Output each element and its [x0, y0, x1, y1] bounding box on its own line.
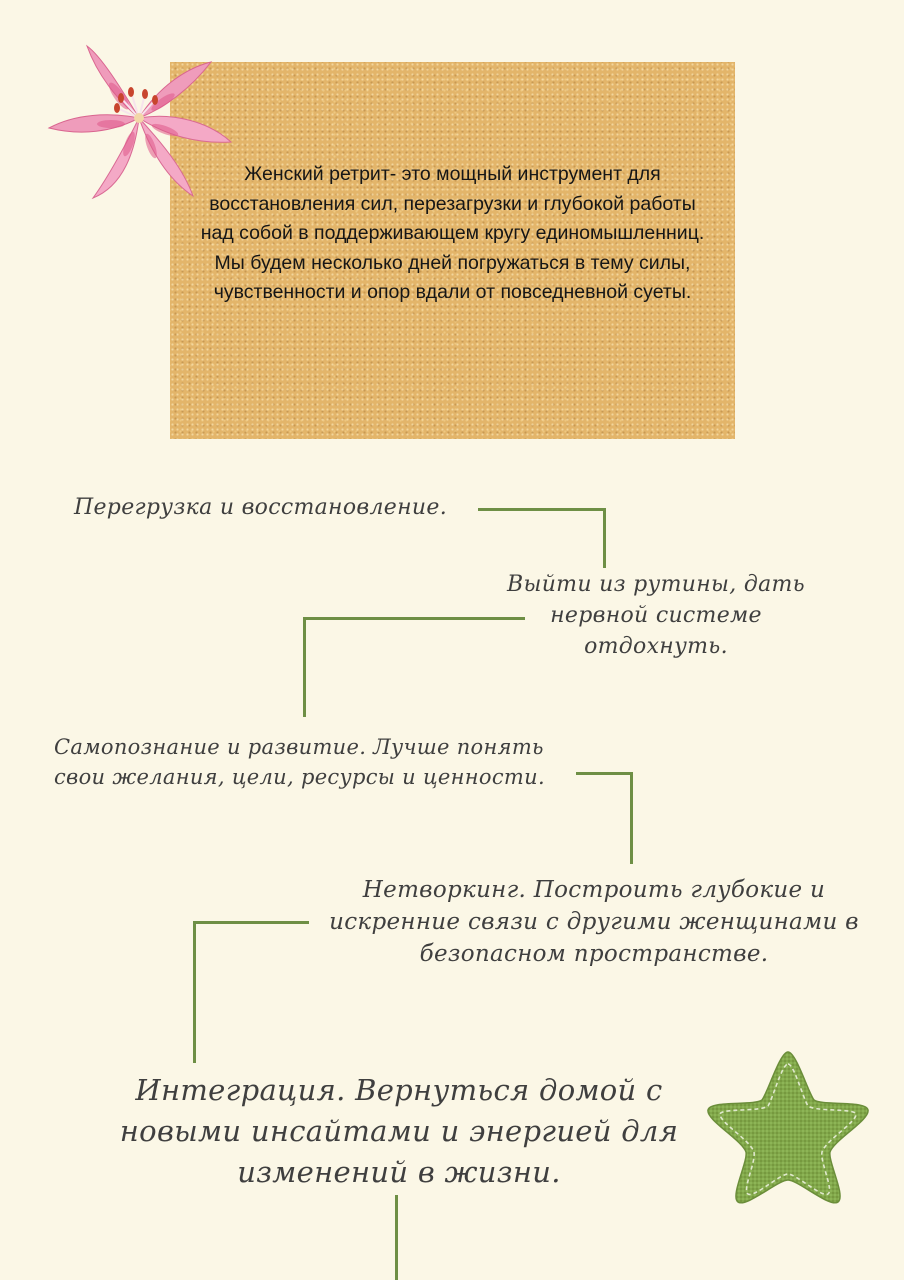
- connector-line: [630, 772, 633, 864]
- connector-line: [193, 921, 196, 1063]
- connector-line: [576, 772, 633, 775]
- connector-line: [303, 617, 525, 620]
- step-self-knowledge-text: Самопознание и развитие. Лучше понять свои желания, цели, ресурсы и ценности.: [54, 735, 545, 789]
- connector-line: [478, 508, 606, 511]
- step-networking-text: Нетворкинг. Построить глубокие и искренние связи с другими женщинами в безопасном пространстве.: [329, 877, 859, 967]
- step-routine-text: Выйти из рутины, дать нервной системе отдохнуть.: [507, 572, 805, 659]
- connector-line: [303, 617, 306, 717]
- connector-line: [395, 1195, 398, 1280]
- green-fabric-star-icon: [704, 1048, 872, 1208]
- connector-line: [603, 508, 606, 568]
- intro-text: Женский ретрит- это мощный инструмент для восстановления сил, перезагрузки и глубокой работы над собой в поддерживающем кругу единомышленниц. Мы будем несколько дней погружаться в тему силы, чувственности и опор вдали от повседневной суеты.: [200, 163, 705, 303]
- step-overload-text: Перегрузка и восстановление.: [74, 495, 447, 520]
- connector-line: [193, 921, 309, 924]
- step-integration-text: Интеграция. Вернуться домой с новыми инсайтами и энергией для изменений в жизни.: [119, 1073, 679, 1189]
- pink-lily-icon: [36, 30, 242, 206]
